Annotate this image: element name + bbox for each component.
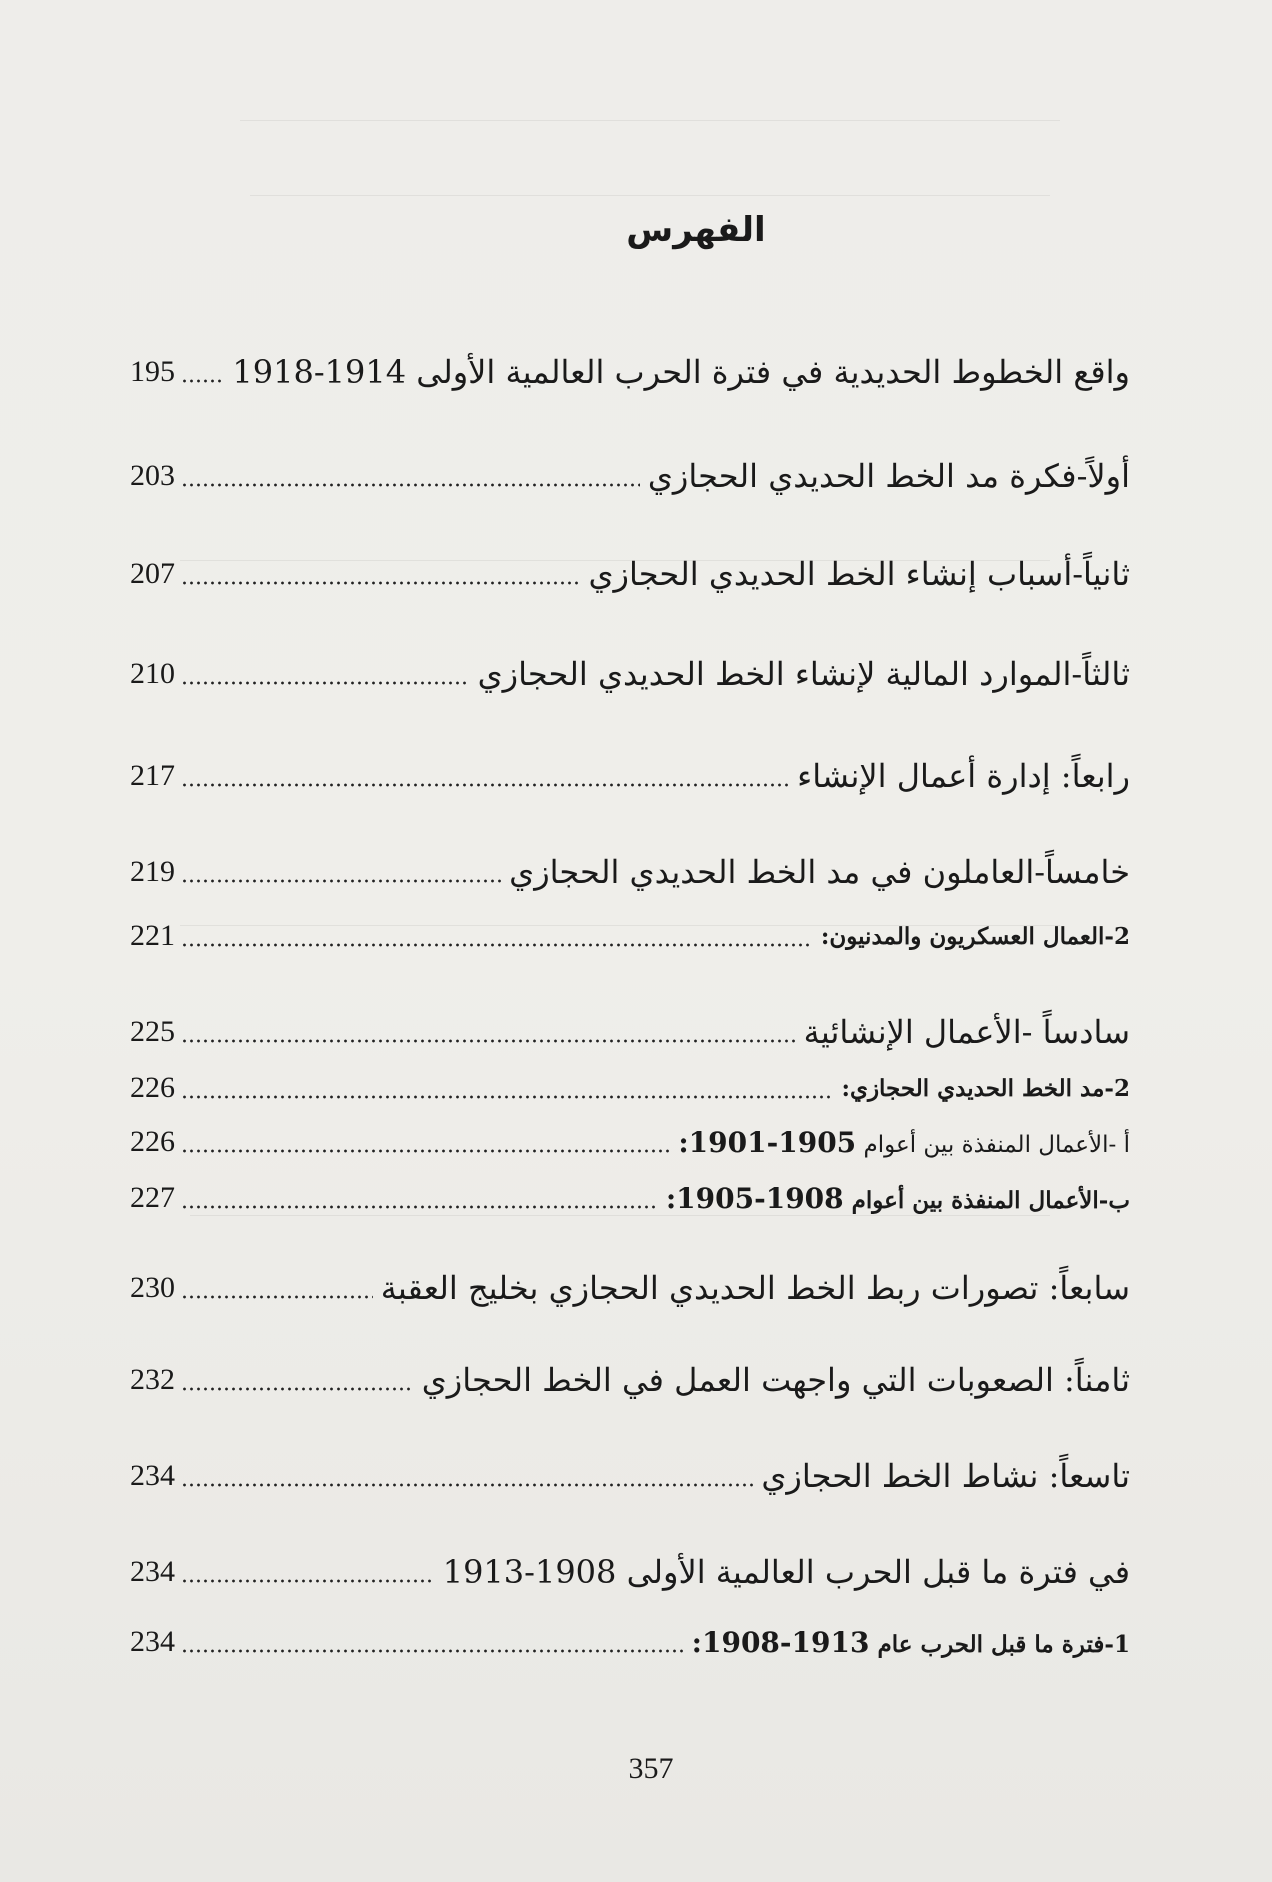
- toc-entry-label: ثالثاً-الموارد المالية لإنشاء الخط الحديدي الحجازي: [477, 655, 1130, 693]
- toc-entry: [130, 746, 1130, 806]
- toc-entry-page: 195: [130, 355, 175, 388]
- dot-leader: [181, 1483, 753, 1487]
- toc-entry-page: 217: [130, 759, 175, 792]
- toc-subentry: [130, 1612, 1130, 1672]
- toc-entry-page: 226: [130, 1071, 175, 1104]
- show-through-line: [250, 195, 1050, 196]
- toc-entry: [130, 1002, 1130, 1062]
- toc-entry-text: 1-فترة ما قبل الحرب عام: [877, 1630, 1130, 1658]
- toc-entry-page: 234: [130, 1459, 175, 1492]
- toc-entry: [130, 1542, 1130, 1602]
- toc-entry-page: 210: [130, 657, 175, 690]
- dot-leader: [181, 581, 580, 585]
- dot-leader: [181, 1295, 373, 1299]
- toc-entry-page: 207: [130, 557, 175, 590]
- toc-entry-label: ثانياً-أسباب إنشاء الخط الحديدي الحجازي: [588, 555, 1130, 593]
- dot-leader: [181, 1387, 414, 1391]
- toc-entry-page: 203: [130, 459, 175, 492]
- toc-entry: [130, 1258, 1130, 1318]
- toc-entry-label: [686, 1626, 1130, 1659]
- toc-entry: [130, 1446, 1130, 1506]
- toc-entry: [130, 842, 1130, 902]
- show-through-line: [240, 120, 1060, 121]
- dot-leader: [181, 1149, 670, 1153]
- toc-entry-page: 219: [130, 855, 175, 888]
- toc-entry: [130, 1350, 1130, 1410]
- dot-leader: [181, 783, 789, 787]
- toc-entry-label: أولاً-فكرة مد الخط الحديدي الحجازي: [647, 457, 1130, 495]
- toc-entry-page: 232: [130, 1363, 175, 1396]
- toc-entry-page: 221: [130, 919, 175, 952]
- toc-entry-label: 2-العمال العسكريون والمدنيون:: [820, 922, 1130, 950]
- toc-entry: [130, 544, 1130, 604]
- toc-entry-page: 234: [130, 1555, 175, 1588]
- toc-entry-label: ثامناً: الصعوبات التي واجهت العمل في الخط الحجازي: [421, 1361, 1130, 1399]
- toc-entry-label: سابعاً: تصورات ربط الخط الحديدي الحجازي بخليج العقبة: [380, 1269, 1130, 1307]
- dot-leader: [181, 681, 470, 685]
- toc-subentry: [130, 1168, 1130, 1228]
- toc-entry-text: أ -الأعمال المنفذة بين أعوام: [863, 1131, 1130, 1158]
- toc-entry: [130, 342, 1130, 402]
- toc-entry-years: 1901-1905:: [678, 1125, 857, 1159]
- dot-leader: [181, 1579, 435, 1583]
- toc-entry-years: 1905-1908:: [665, 1181, 844, 1215]
- toc-entry-page: 226: [130, 1125, 175, 1158]
- toc-entry-label: سادساً -الأعمال الإنشائية: [803, 1013, 1130, 1051]
- dot-leader: [181, 1649, 684, 1653]
- toc-subentry: [130, 906, 1130, 966]
- page-number: 357: [628, 1752, 674, 1785]
- toc-entry-label: [672, 1126, 1130, 1159]
- toc-entry-page: 225: [130, 1015, 175, 1048]
- toc-entry: [130, 446, 1130, 506]
- toc-subentry: [130, 1058, 1130, 1118]
- toc-entry-years: 1908-1913:: [691, 1625, 870, 1659]
- dot-leader: [181, 1039, 796, 1043]
- toc-entry-label: خامساً-العاملون في مد الخط الحديدي الحجازي: [509, 853, 1130, 891]
- dot-leader: [181, 379, 224, 383]
- toc-entry-label: 2-مد الخط الحديدي الحجازي:: [841, 1074, 1130, 1102]
- toc-entry-label: واقع الخطوط الحديدية في فترة الحرب العالمية الأولى 1914-1918: [232, 353, 1130, 391]
- dot-leader: [181, 943, 813, 947]
- toc-entry-page: 230: [130, 1271, 175, 1304]
- page-title: الفهرس: [626, 210, 766, 250]
- toc-entry-label: رابعاً: إدارة أعمال الإنشاء: [797, 757, 1130, 795]
- toc-entry-label: تاسعاً: نشاط الخط الحجازي: [761, 1457, 1130, 1495]
- dot-leader: [181, 483, 640, 487]
- toc-entry-text: ب-الأعمال المنفذة بين أعوام: [851, 1186, 1130, 1214]
- toc-entry-label: [660, 1182, 1130, 1215]
- toc-subentry: [130, 1112, 1130, 1172]
- toc-entry-page: 227: [130, 1181, 175, 1214]
- dot-leader: [181, 1205, 658, 1209]
- dot-leader: [181, 1095, 833, 1099]
- toc-entry-label: في فترة ما قبل الحرب العالمية الأولى 1908-1913: [442, 1553, 1130, 1591]
- dot-leader: [181, 879, 501, 883]
- toc-entry-page: 234: [130, 1625, 175, 1658]
- toc-entry: [130, 644, 1130, 704]
